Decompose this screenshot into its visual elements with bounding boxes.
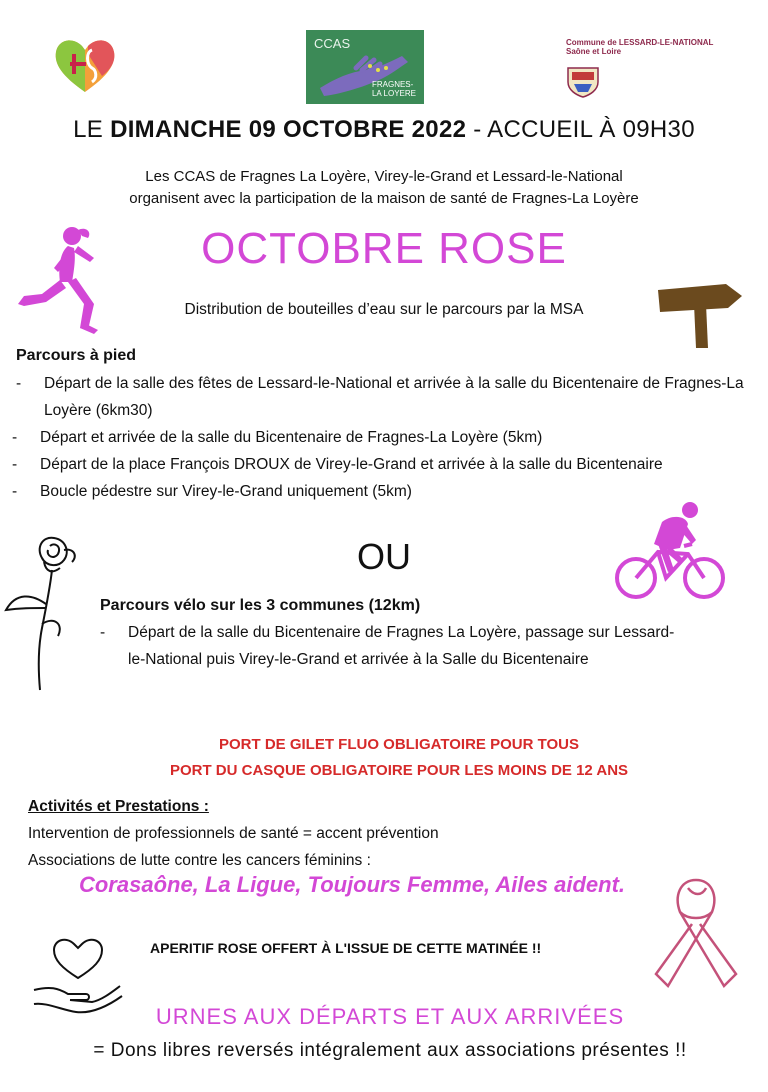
- safety-notice: PORT DE GILET FLUO OBLIGATOIRE POUR TOUS PORT DU CASQUE OBLIGATOIRE POUR LES MOINS DE 12 ANS: [169, 736, 629, 779]
- urnes-notice: URNES AUX DÉPARTS ET AUX ARRIVÉES: [155, 1004, 625, 1029]
- ccas-hand-logo-icon: [306, 30, 424, 104]
- list-item: - Départ de la salle des fêtes de Lessard-le-National et arrivée à la salle du Bicentenaire de Fragnes-La Loyère (6km30): [16, 375, 744, 419]
- event-date-headline: LE DIMANCHE 09 OCTOBRE 2022 - ACCUEIL À 09H30: [73, 116, 695, 143]
- commune-crest-icon: [566, 64, 600, 98]
- aperitif-notice: APERITIF ROSE OFFERT À L'ISSUE DE CETTE MATINÉE !!: [150, 940, 542, 956]
- list-item: - Boucle pédestre sur Virey-le-Grand uniquement (5km): [12, 483, 412, 500]
- ccas-heart-logo-icon: [52, 34, 118, 94]
- signpost-icon: [652, 274, 748, 355]
- donations-notice: = Dons libres reversés intégralement aux associations présentes !!: [93, 1040, 687, 1061]
- bike-title: Parcours vélo sur les 3 communes (12km): [100, 597, 421, 614]
- walk-title: Parcours à pied: [16, 347, 137, 364]
- walk-list: [12, 370, 762, 505]
- logo-town-text: FRAGNES- LA LOYERE: [371, 80, 416, 98]
- activities-line: Associations de lutte contre les cancers féminins :: [28, 852, 371, 869]
- or-separator: OU: [357, 536, 411, 577]
- water-distribution-text: Distribution de bouteilles d’eau sur le parcours par la MSA: [184, 301, 584, 318]
- cyclist-icon: [614, 500, 726, 609]
- logo-ccas-text: CCAS: [314, 36, 351, 51]
- activities-title: Activités et Prestations :: [28, 798, 209, 815]
- bike-list: [100, 619, 688, 673]
- event-title: OCTOBRE ROSE: [201, 224, 567, 273]
- list-item: - Départ de la salle du Bicentenaire de Fragnes La Loyère, passage sur Lessard-le-National puis Virey-le-Grand et arrivée à la Salle du Bicentenaire: [100, 624, 675, 668]
- activities-line: Intervention de professionnels de santé = accent prévention: [28, 825, 439, 842]
- intro-text: Les CCAS de Fragnes La Loyère, Virey-le-Grand et Lessard-le-National organisent avec la participation de la maison de santé de Fragnes-La Loyère: [129, 168, 639, 207]
- associations-list: Corasaône, La Ligue, Toujours Femme, Ailes aident.: [78, 872, 626, 897]
- list-item: - Départ de la place François DROUX de Virey-le-Grand et arrivée à la salle du Bicentenaire: [12, 456, 663, 473]
- commune-name: Commune de LESSARD-LE-NATIONAL Saône et Loire: [566, 38, 714, 56]
- pink-ribbon-icon: [650, 874, 742, 997]
- list-item: - Départ et arrivée de la salle du Bicentenaire de Fragnes-La Loyère (5km): [12, 429, 543, 446]
